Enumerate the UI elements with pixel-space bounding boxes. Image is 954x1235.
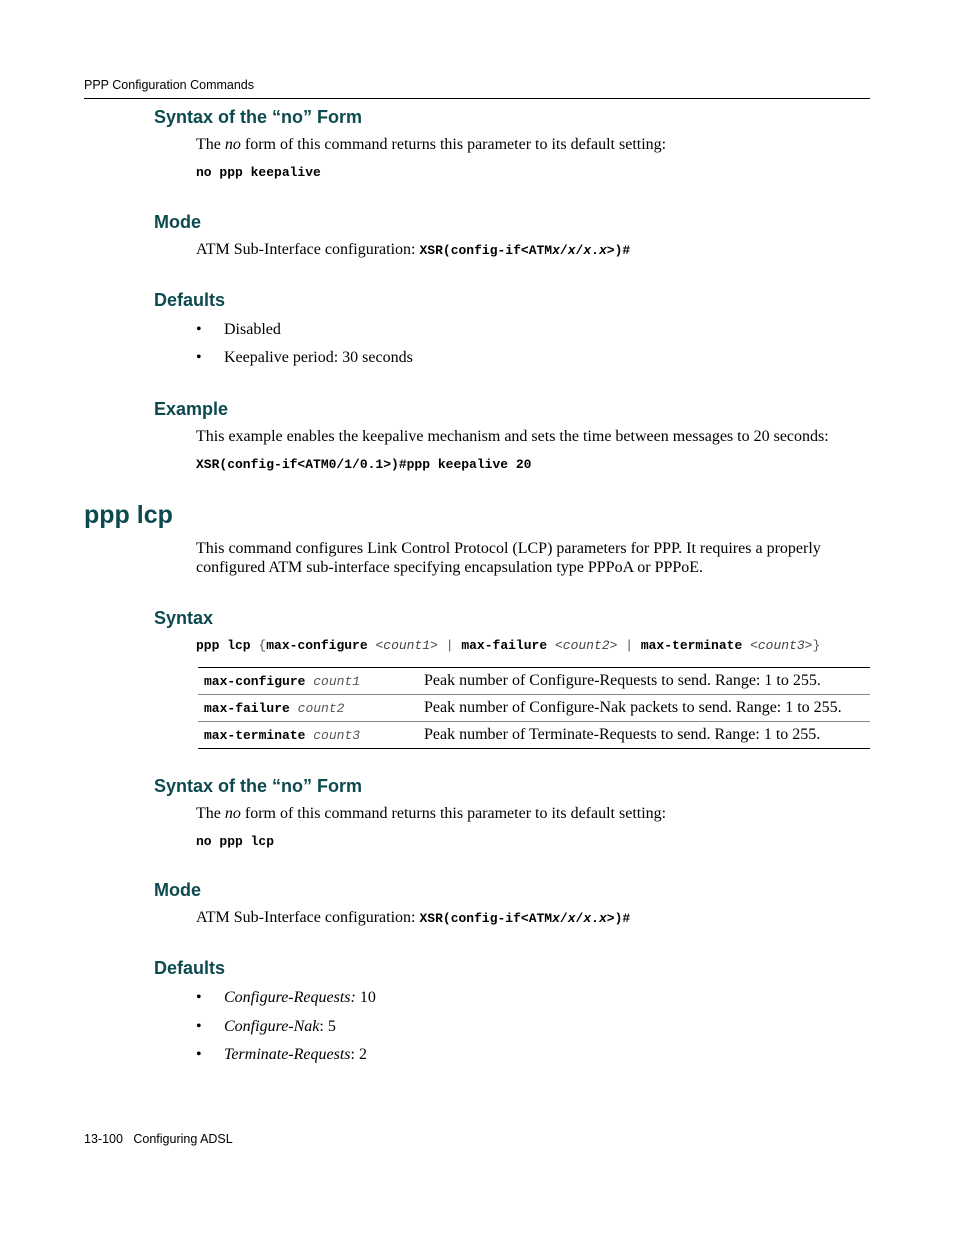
example-code: XSR(config-if<ATM0/1/0.1>)#ppp keepalive 20 bbox=[196, 457, 532, 472]
syntax-heading: Syntax bbox=[154, 608, 214, 628]
running-title: PPP Configuration Commands bbox=[84, 78, 254, 92]
table-row bbox=[198, 695, 870, 722]
chapter-title: Configuring ADSL bbox=[133, 1132, 233, 1146]
page-number: 13-100 bbox=[84, 1132, 123, 1146]
mode-heading: Mode bbox=[154, 880, 201, 900]
param-description: Peak number of Configure-Requests to send. Range: 1 to 255. bbox=[424, 672, 821, 689]
mode-heading: Mode bbox=[154, 212, 201, 232]
bullet-icon: • bbox=[196, 1018, 202, 1035]
param-description: Peak number of Configure-Nak packets to send. Range: 1 to 255. bbox=[424, 699, 842, 716]
no-form-post: form of this command returns this parameter to its default setting: bbox=[240, 136, 667, 153]
table-row bbox=[198, 722, 870, 749]
mode-prompt: XSR(config-if<ATMx/x/x.x>)# bbox=[419, 911, 631, 926]
bullet-icon: • bbox=[196, 321, 202, 338]
no-form-italic: no bbox=[224, 136, 241, 153]
param-description: Peak number of Terminate-Requests to send. Range: 1 to 255. bbox=[424, 726, 821, 743]
command-description: This command configures Link Control Protocol (LCP) parameters for PPP. It requires a properly configured ATM sub-interface specifying encapsulation type PPPoA or PPPoE. bbox=[196, 540, 821, 576]
command-title: ppp lcp bbox=[84, 501, 173, 529]
mode-label: ATM Sub-Interface configuration: bbox=[196, 241, 420, 258]
mode-prompt: XSR(config-if<ATMx/x/x.x>)# bbox=[419, 243, 631, 258]
no-form-text: The no form of this command returns this parameter to its default setting: bbox=[196, 805, 667, 822]
table-row bbox=[198, 668, 870, 695]
defaults-heading: Defaults bbox=[154, 290, 226, 310]
bullet-icon: • bbox=[196, 1046, 202, 1063]
mode-text bbox=[196, 240, 630, 260]
no-form-code: no ppp lcp bbox=[196, 834, 275, 849]
bullet-icon: • bbox=[196, 349, 202, 366]
defaults-heading: Defaults bbox=[154, 958, 226, 978]
example-heading: Example bbox=[154, 399, 229, 419]
parameter-table bbox=[198, 667, 870, 749]
param-name: max-terminate count3 bbox=[204, 727, 361, 743]
no-form-code: no ppp keepalive bbox=[196, 165, 321, 180]
no-form-heading: Syntax of the “no” Form bbox=[154, 776, 363, 796]
header-rule bbox=[84, 98, 870, 99]
mode-text: ATM Sub-Interface configuration: XSR(config-if<ATMx/x/x.x>)# bbox=[196, 909, 631, 926]
no-form-pre: The bbox=[196, 136, 225, 153]
bullet-icon: • bbox=[196, 989, 202, 1006]
param-name: max-configure count1 bbox=[204, 673, 361, 689]
page-footer bbox=[84, 1132, 233, 1146]
syntax-line: ppp lcp {max-configure <count1> | max-failure <count2> | max-terminate <count3>} bbox=[196, 638, 821, 653]
no-form-heading: Syntax of the “no” Form bbox=[154, 107, 363, 127]
running-header bbox=[84, 78, 254, 92]
no-form-text bbox=[196, 135, 666, 154]
example-text: This example enables the keepalive mechanism and sets the time between messages to 20 seconds: bbox=[196, 428, 829, 445]
param-name: max-failure count2 bbox=[204, 700, 345, 716]
